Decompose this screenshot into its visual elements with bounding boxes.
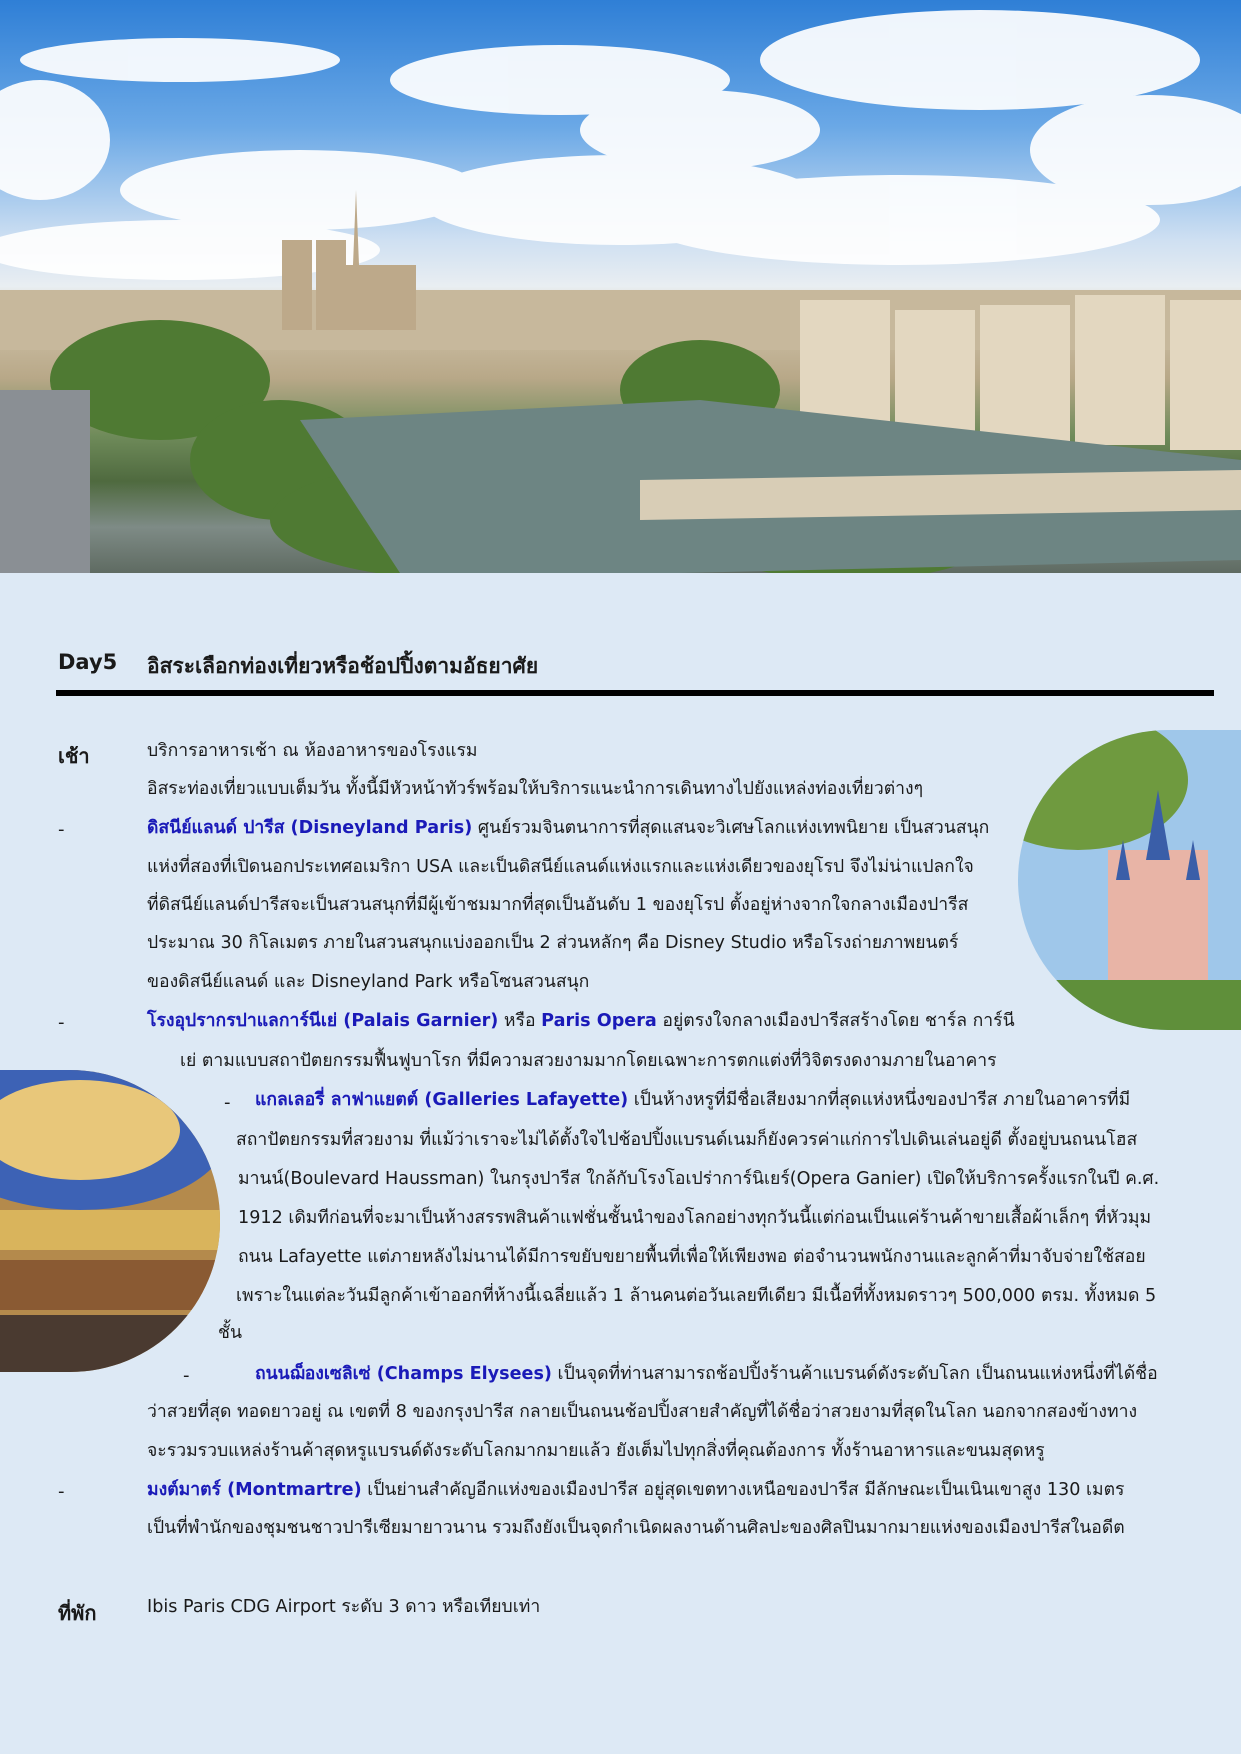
day-title: อิสระเลือกท่องเที่ยวหรือช้อปปิ้งตามอัธยาศัย — [147, 654, 539, 678]
opera-line-1 — [147, 1011, 1015, 1032]
galeries-lafayette-image — [0, 1070, 220, 1372]
disneyland-line-4: ประมาณ 30 กิโลเมตร ภายในสวนสนุกแบ่งออกเป็น 2 ส่วนหลักๆ คือ Disney Studio หรือโรงถ่ายภาพยนตร์ — [147, 933, 959, 953]
stay-label: ที่พัก — [58, 1601, 97, 1625]
hotel-line: Ibis Paris CDG Airport ระดับ 3 ดาว หรือเทียบเท่า — [147, 1597, 541, 1617]
morning-label: เช้า — [58, 744, 90, 768]
bullet-dash: - — [58, 819, 65, 840]
lafayette-line-2: สถาปัตยกรรมที่สวยงาม ที่แม้ว่าเราจะไม่ได้ตั้งใจไปช้อปปิ้งแบรนด์เนมก็ยังควรค่าแก่การไปเดินเล่นอยู่ดี ตั้งอยู่บนถนนโฮส — [236, 1130, 1138, 1150]
lafayette-line-1 — [255, 1090, 1130, 1111]
champs-line-2: ว่าสวยที่สุด ทอดยาวอยู่ ณ เขตที่ 8 ของกรุงปารีส กลายเป็นถนนช้อปปิ้งสายสำคัญที่ได้ชื่อว่าสวยงามที่สุดในโลก นอกจากสองข้างทาง — [147, 1402, 1138, 1422]
opera-connector: หรือ — [498, 1011, 542, 1031]
bullet-dash: - — [183, 1365, 190, 1386]
montmartre-line-1 — [147, 1480, 1125, 1501]
champs-name: ถนนฌ็องเซลิเซ่ (Champs Elysees) — [255, 1364, 552, 1384]
montmartre-text: เป็นย่านสำคัญอีกแห่งของเมืองปารีส อยู่สุดเขตทางเหนือของปารีส มีลักษณะเป็นเนินเขาสูง 130 เมตร — [361, 1480, 1125, 1500]
breakfast-line: บริการอาหารเช้า ณ ห้องอาหารของโรงแรม — [147, 741, 478, 761]
hero-image — [0, 0, 1241, 573]
opera-text: อยู่ตรงใจกลางเมืองปารีสสร้างโดย ชาร์ล การ์นี — [656, 1011, 1015, 1031]
disneyland-line-3: ที่ดิสนีย์แลนด์ปารีสจะเป็นสวนสนุกที่มีผู้เข้าชมมากที่สุดเป็นอันดับ 1 ของยุโรป ตั้งอยู่ห่างจากใจกลางเมืองปารีส — [147, 895, 969, 915]
opera-name: โรงอุปรากรปาแลการ์นีเย่ (Palais Garnier) — [147, 1011, 499, 1031]
disneyland-line-5: ของดิสนีย์แลนด์ และ Disneyland Park หรือโซนสวนสนุก — [147, 972, 590, 992]
lafayette-line-6: เพราะในแต่ละวันมีลูกค้าเข้าออกที่ห้างนี้เฉลี่ยแล้ว 1 ล้านคนต่อวันเลยทีเดียว มีเนื้อที่ทั้งหมดราวๆ 500,000 ตรม. ทั้งหมด 5 — [236, 1286, 1157, 1306]
montmartre-name: มงต์มาตร์ (Montmartre) — [147, 1480, 362, 1500]
montmartre-line-2: เป็นที่พำนักของชุมชนชาวปารีเซียมายาวนาน รวมถึงยังเป็นจุดกำเนิดผลงานด้านศิลปะของศิลปินมากมายแห่งของเมืองปารีสในอดีต — [147, 1518, 1125, 1538]
champs-line-1 — [255, 1364, 1158, 1385]
lafayette-line-7: ชั้น — [218, 1323, 242, 1343]
disneyland-name: ดิสนีย์แลนด์ ปารีส (Disneyland Paris) — [147, 818, 473, 838]
disneyland-line-2: แห่งที่สองที่เปิดนอกประเทศอเมริกา USA และเป็นดิสนีย์แลนด์แห่งแรกและแห่งเดียวของยุโรป จึงไม่น่าแปลกใจ — [147, 857, 974, 877]
header-divider — [56, 690, 1214, 696]
paris-skyline-photo — [0, 0, 1241, 573]
disneyland-text: ศูนย์รวมจินตนาการที่สุดแสนจะวิเศษโลกแห่งเทพนิยาย เป็นสวนสนุก — [472, 818, 990, 838]
opera-line-2: เย่ ตามแบบสถาปัตยกรรมฟื้นฟูบาโรก ที่มีความสวยงามมากโดยเฉพาะการตกแต่งที่วิจิตรงดงามภายในอาคาร — [180, 1051, 997, 1071]
lafayette-line-3: มานน์(Boulevard Haussman) ในกรุงปารีส ใกล้กับโรงโอเปร่าการ์นิเยร์(Opera Ganier) เปิดให้บริการครั้งแรกในปี ค.ศ. — [238, 1169, 1160, 1189]
champs-line-3: จะรวมรวบแหล่งร้านค้าสุดหรูแบรนด์ดังระดับโลกมากมายแล้ว ยังเต็มไปทุกสิ่งที่คุณต้องการ ทั้งร้านอาหารและขนมสุดหรู — [147, 1441, 1045, 1461]
bullet-dash: - — [58, 1481, 65, 1502]
bullet-dash: - — [224, 1092, 231, 1113]
lafayette-line-5: ถนน Lafayette แต่ภายหลังไม่นานได้มีการขยับขยายพื้นที่เพื่อให้เพียงพอ ต่อจำนวนพนักงานและลูกค้าที่มาจับจ่ายใช้สอย — [238, 1247, 1146, 1267]
lafayette-text: เป็นห้างหรูที่มีชื่อเสียงมากที่สุดแห่งหนึ่งของปารีส ภายในอาคารที่มี — [628, 1090, 1131, 1110]
lafayette-line-4: 1912 เดิมทีก่อนที่จะมาเป็นห้างสรรพสินค้าแฟชั่นชั้นนำของโลกอย่างทุกวันนี้แต่ก่อนเป็นแค่ร้านค้าขายเสื้อผ้าเล็กๆ ที่หัวมุม — [238, 1208, 1152, 1228]
opera-name-2: Paris Opera — [541, 1011, 657, 1031]
disneyland-castle-image — [1018, 730, 1241, 1030]
day-label: Day5 — [58, 650, 118, 674]
lafayette-name: แกลเลอรี่ ลาฟาแยตต์ (Galleries Lafayette) — [255, 1090, 629, 1110]
champs-text: เป็นจุดที่ท่านสามารถช้อปปิ้งร้านค้าแบรนด์ดังระดับโลก เป็นถนนแห่งหนึ่งที่ได้ชื่อ — [551, 1364, 1158, 1384]
disneyland-line-1 — [147, 818, 989, 839]
bullet-dash: - — [58, 1012, 65, 1033]
free-day-line: อิสระท่องเที่ยวแบบเต็มวัน ทั้งนี้มีหัวหน้าทัวร์พร้อมให้บริการแนะนำการเดินทางไปยังแหล่งท่องเที่ยวต่างๆ — [147, 779, 924, 799]
